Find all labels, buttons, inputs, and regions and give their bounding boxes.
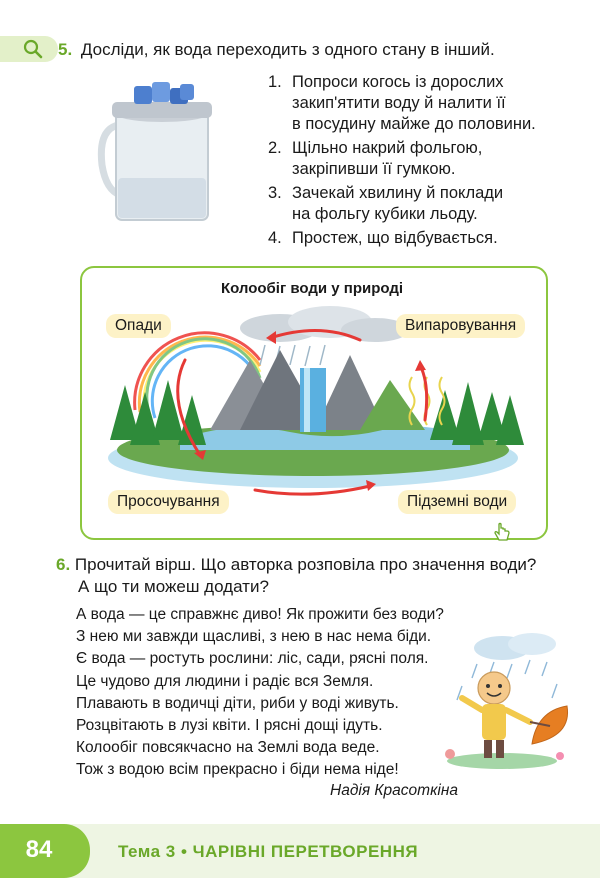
poem-line: Розцвітають в лузі квіти. І рясні дощі ідуть.	[76, 717, 383, 735]
poem-line: Тож з водою всім прекрасно і біди нема ніде!	[76, 761, 399, 779]
diagram-title: Колообіг води у природі	[220, 280, 404, 297]
task6-number: 6.	[56, 555, 71, 574]
step-number: 3.	[268, 184, 282, 202]
poem-line: Є вода — ростуть рослини: ліс, сади, рясні поля.	[76, 650, 429, 668]
label-groundwater: Підземні води	[398, 490, 516, 514]
poem-line: Колообіг повсякчасно на Землі вода веде.	[76, 739, 380, 757]
footer-theme: Тема 3 • ЧАРІВНІ ПЕРЕТВОРЕННЯ	[118, 842, 419, 861]
step-number: 2.	[268, 139, 282, 157]
poem-line: З нею ми завжди щасливі, з нею в нас нема біди.	[76, 628, 432, 646]
step-line: Зачекай хвилину й поклади	[292, 184, 504, 202]
magnifier-icon	[22, 38, 44, 60]
task5-heading	[58, 39, 495, 61]
step-number: 1.	[268, 73, 282, 91]
task6-heading	[56, 554, 586, 598]
task6-line2: А що ти можеш додати?	[78, 577, 269, 596]
step-line: Щільно накрий фольгою,	[292, 139, 483, 157]
step-2	[268, 138, 588, 180]
glass-experiment-photo	[96, 80, 224, 230]
step-4	[268, 228, 588, 249]
poem	[76, 604, 444, 782]
task6-line1: Прочитай вірш. Що авторка розповіла про значення води?	[74, 555, 537, 574]
step-line: в посудину майже до половини.	[292, 115, 536, 133]
hand-pointer-icon	[492, 522, 512, 544]
task5-steps	[268, 72, 588, 252]
poem-author: Надія Красоткіна	[330, 782, 458, 799]
label-precipitation: Опади	[106, 314, 171, 338]
poem-line: А вода — це справжнє диво! Як прожити без води?	[76, 606, 444, 623]
step-line: на фольгу кубики льоду.	[292, 205, 478, 223]
poem-line: Плавають в водичці діти, риби у воді живуть.	[76, 694, 399, 712]
step-line: Попроси когось із дорослих	[292, 73, 504, 91]
step-line: закріпивши її гумкою.	[292, 160, 456, 178]
step-1	[268, 72, 588, 135]
task5-title: Досліди, як вода переходить з одного стану в інший.	[80, 40, 495, 59]
step-line: Простеж, що відбувається.	[292, 229, 498, 247]
label-evaporation: Випаровування	[396, 314, 525, 338]
step-3	[268, 183, 588, 225]
task5-number: 5.	[58, 40, 73, 59]
page-number: 84	[25, 836, 53, 863]
boy-in-rain-illustration	[432, 626, 582, 771]
step-number: 4.	[268, 229, 282, 247]
step-line: закип'ятити воду й налити її	[292, 94, 506, 112]
label-seepage: Просочування	[108, 490, 229, 514]
poem-line: Це чудово для людини і радіє вся Земля.	[76, 672, 374, 690]
